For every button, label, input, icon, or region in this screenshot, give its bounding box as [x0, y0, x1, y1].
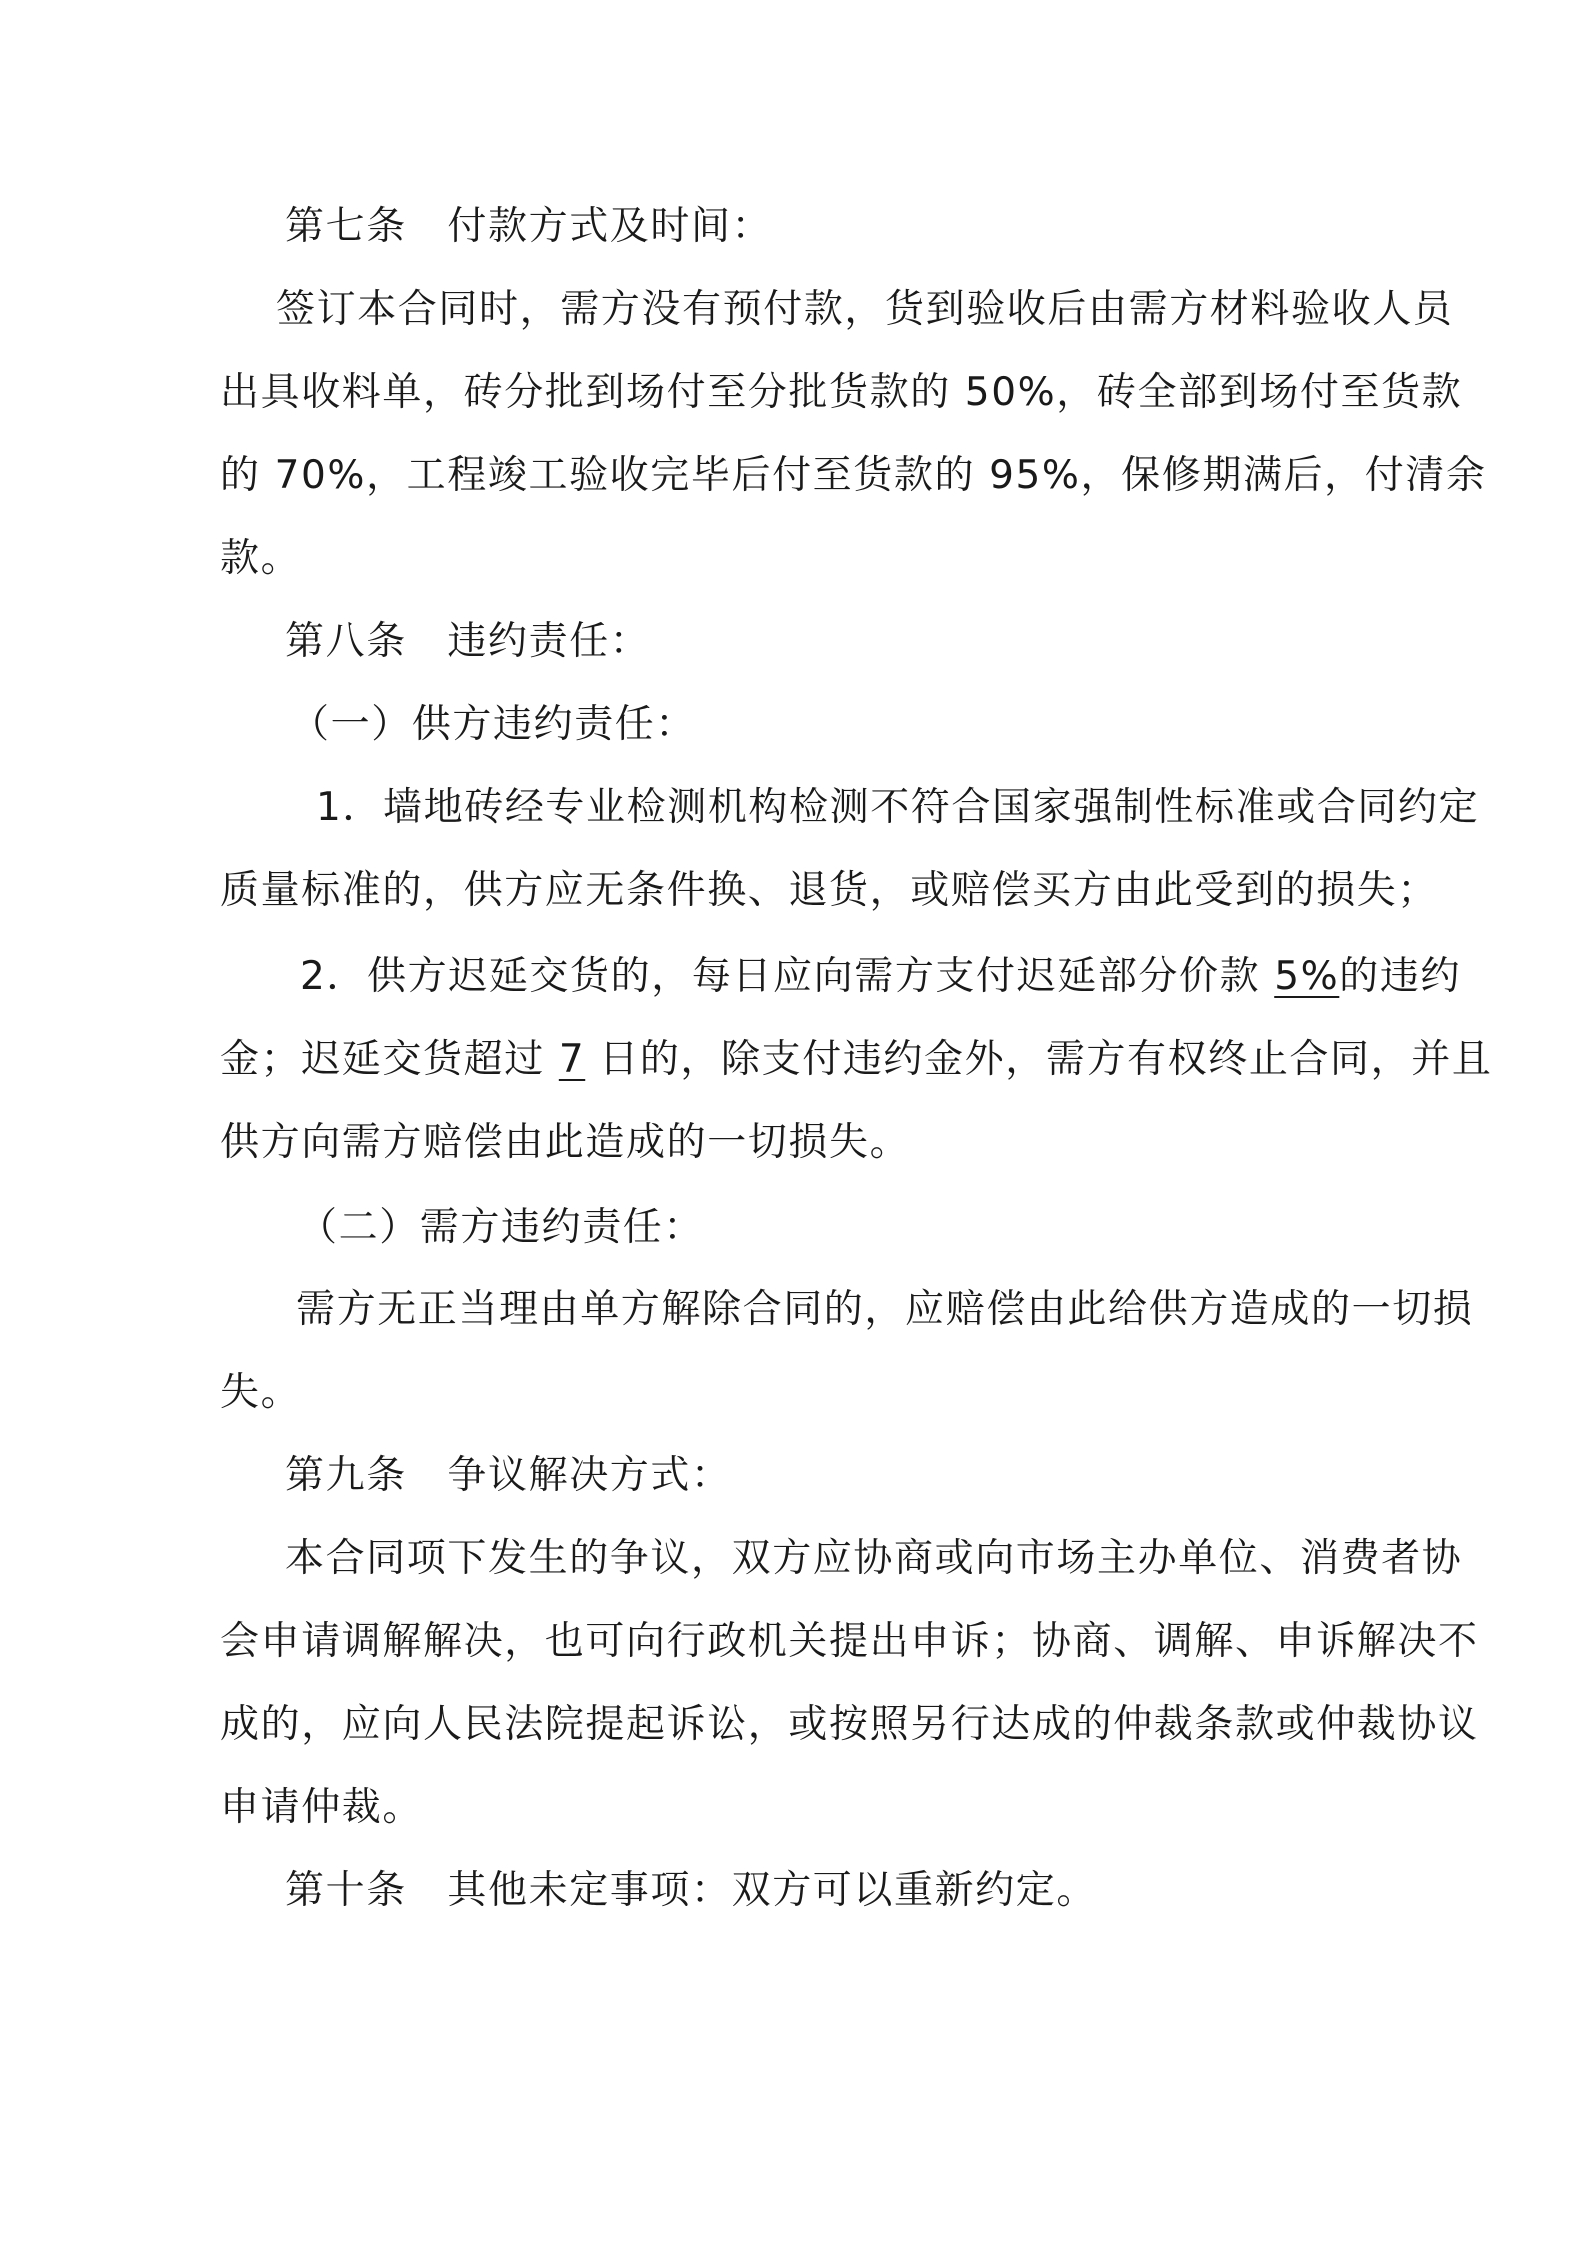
supplier-item-2-line-3: 供方向需方赔偿由此造成的一切损失。 — [220, 1120, 911, 1165]
supplier-item-2-text-c: 金；迟延交货超过 — [220, 1037, 545, 1082]
article-7-line-1: 签订本合同时，需方没有预付款，货到验收后由需方材料验收人员 — [276, 287, 1454, 332]
article-9-line-4: 申请仲裁。 — [220, 1785, 424, 1830]
supplier-item-2-line-2 — [220, 1035, 1492, 1085]
article-7-heading: 第七条 付款方式及时间： — [285, 204, 773, 249]
delay-days: 7 — [558, 1037, 586, 1082]
supplier-item-1-line-2: 质量标准的，供方应无条件换、退货，或赔偿买方由此受到的损失； — [220, 868, 1439, 913]
buyer-liability-heading: （二）需方违约责任： — [298, 1205, 705, 1250]
supplier-item-2-line-1 — [300, 952, 1461, 1002]
article-9-heading: 第九条 争议解决方式： — [285, 1453, 732, 1498]
supplier-liability-heading: （一）供方违约责任： — [290, 702, 697, 747]
supplier-item-2-text-b: 的违约 — [1339, 954, 1462, 999]
article-9-line-3: 成的，应向人民法院提起诉讼，或按照另行达成的仲裁条款或仲裁协议 — [220, 1702, 1479, 1747]
article-8-heading: 第八条 违约责任： — [285, 619, 651, 664]
buyer-liability-line-1: 需方无正当理由单方解除合同的，应赔偿由此给供方造成的一切损 — [296, 1287, 1474, 1332]
article-10-heading: 第十条 其他未定事项：双方可以重新约定。 — [285, 1868, 1098, 1913]
penalty-rate: 5% — [1274, 954, 1340, 999]
article-9-line-2: 会申请调解解决，也可向行政机关提出申诉；协商、调解、申诉解决不 — [220, 1619, 1479, 1664]
article-7-line-3: 的 70%，工程竣工验收完毕后付至货款的 95%，保修期满后，付清余 — [220, 453, 1487, 498]
supplier-item-2-text-a: 2．供方迟延交货的，每日应向需方支付迟延部分价款 — [300, 954, 1261, 999]
supplier-item-2-text-d: 日的，除支付违约金外，需方有权终止合同，并且 — [599, 1037, 1493, 1082]
article-7-line-4: 款。 — [220, 536, 302, 581]
supplier-item-1-line-1: 1．墙地砖经专业检测机构检测不符合国家强制性标准或合同约定 — [316, 785, 1480, 830]
article-7-line-2: 出具收料单，砖分批到场付至分批货款的 50%，砖全部到场付至货款 — [220, 370, 1463, 415]
buyer-liability-line-2: 失。 — [220, 1370, 302, 1415]
article-9-line-1: 本合同项下发生的争议，双方应协商或向市场主办单位、消费者协 — [285, 1536, 1463, 1581]
